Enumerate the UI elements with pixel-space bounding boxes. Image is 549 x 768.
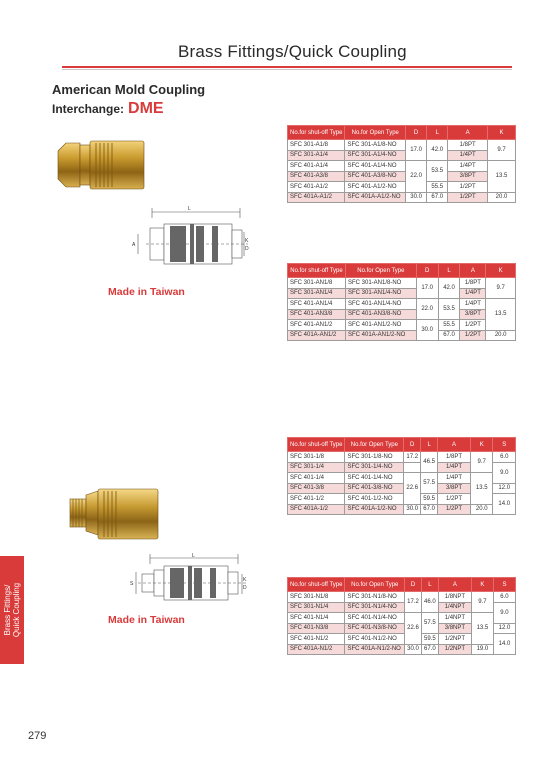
cell-shutoff: SFC 401-N1/4 <box>288 613 345 624</box>
cell-k: 13.5 <box>470 473 492 505</box>
cell-open: SFC 401-A3/8-NO <box>345 171 406 182</box>
interchange-label: Interchange: <box>52 102 125 116</box>
cell-a: 1/2PT <box>448 192 488 203</box>
cell-a: 3/8PT <box>460 309 486 320</box>
cell-open: SFC 401-1/2-NO <box>345 494 404 505</box>
col-header: K <box>487 126 515 140</box>
cell-a: 1/2PT <box>460 330 486 341</box>
cell-d: 22.6 <box>404 473 421 505</box>
col-header: S <box>493 578 515 592</box>
cell-l: 55.5 <box>438 320 460 331</box>
col-header: L <box>421 438 438 452</box>
cell-open: SFC 301-1/8-NO <box>345 452 404 463</box>
cell-a: 1/4PT <box>438 473 471 484</box>
interchange-line <box>52 100 164 118</box>
cell-open: SFC 301-A1/8-NO <box>345 140 406 151</box>
cell-l: 59.5 <box>421 634 438 645</box>
page-title: Brass Fittings/Quick Coupling <box>178 42 407 61</box>
table-header-row <box>288 438 516 452</box>
cell-l: 42.0 <box>438 278 460 299</box>
dim-label-k: K <box>243 577 247 583</box>
interchange-brand: DME <box>128 100 164 117</box>
cell-a: 1/8PT <box>460 278 486 289</box>
side-section-tab <box>0 556 24 664</box>
col-header: A <box>438 578 471 592</box>
cell-d: 17.2 <box>404 452 421 463</box>
cell-a: 1/2NPT <box>438 634 471 645</box>
side-tab-line2: Quick Coupling <box>12 582 21 638</box>
cell-a: 1/8PT <box>438 452 471 463</box>
col-header: No.for shut-off Type <box>288 578 345 592</box>
cell-open: SFC 401-N1/2-NO <box>345 634 405 645</box>
cell-d: 30.0 <box>405 644 422 655</box>
table-row <box>288 320 516 331</box>
side-tab-line1: Brass Fittings/ <box>3 584 12 636</box>
cell-a: 1/4NPT <box>438 602 471 613</box>
coupling-photo-male <box>68 485 160 543</box>
cell-a: 1/4PT <box>448 150 488 161</box>
cell-a: 1/2PT <box>460 320 486 331</box>
cell-d: 17.0 <box>406 140 427 161</box>
cell-shutoff: SFC 301-1/8 <box>288 452 345 463</box>
table-row <box>288 140 516 151</box>
cell-l: 46.0 <box>421 592 438 613</box>
cell-s: 14.0 <box>493 494 516 515</box>
cell-shutoff: SFC 401-A3/8 <box>288 171 345 182</box>
cell-d: 17.0 <box>416 278 438 299</box>
cell-open: SFC 401-A1/2-NO <box>345 182 406 193</box>
cell-s: 9.0 <box>493 602 515 623</box>
dim-label-d: D <box>245 246 249 252</box>
cell-l: 57.5 <box>421 473 438 494</box>
side-tab-text <box>3 583 21 637</box>
table-row <box>288 592 516 603</box>
cell-d: 22.0 <box>416 299 438 320</box>
cell-shutoff: SFC 301-AN1/4 <box>288 288 346 299</box>
technical-drawing-female <box>128 204 258 266</box>
cell-open: SFC 401A-A1/2-NO <box>345 192 406 203</box>
table-row <box>288 613 516 624</box>
cell-k: 9.7 <box>471 592 493 613</box>
cell-shutoff: SFC 301-AN1/8 <box>288 278 346 289</box>
cell-a: 3/8PT <box>438 483 471 494</box>
dim-label-d: D <box>243 585 247 591</box>
cell-open: SFC 301-AN1/8-NO <box>345 278 416 289</box>
cell-shutoff: SFC 401-AN3/8 <box>288 309 346 320</box>
cell-k: 9.7 <box>487 140 515 161</box>
cell-open: SFC 301-AN1/4-NO <box>345 288 416 299</box>
cell-d: 22.6 <box>405 613 422 645</box>
cell-a: 3/8NPT <box>438 623 471 634</box>
table-row <box>288 182 516 193</box>
col-header: L <box>421 578 438 592</box>
cell-open: SFC 401-N3/8-NO <box>345 623 405 634</box>
table-row <box>288 330 516 341</box>
cell-a: 1/8PT <box>448 140 488 151</box>
cell-open: SFC 401-AN1/4-NO <box>345 299 416 310</box>
cell-shutoff: SFC 401A-AN1/2 <box>288 330 346 341</box>
cell-shutoff: SFC 401-A1/2 <box>288 182 345 193</box>
cell-open: SFC 401-AN3/8-NO <box>345 309 416 320</box>
table-row <box>288 150 516 161</box>
table-header-row <box>288 126 516 140</box>
table-row <box>288 299 516 310</box>
cell-a: 1/8NPT <box>438 592 471 603</box>
cell-k: 13.5 <box>487 161 515 193</box>
cell-open: SFC 401A-AN1/2-NO <box>345 330 416 341</box>
cell-shutoff: SFC 401-N3/8 <box>288 623 345 634</box>
table-row <box>288 192 516 203</box>
cell-k: 13.5 <box>471 613 493 645</box>
section-title: American Mold Coupling <box>52 82 206 97</box>
cell-shutoff: SFC 401-3/8 <box>288 483 345 494</box>
col-header: No.for Open Type <box>345 126 406 140</box>
page-number: 279 <box>28 730 47 742</box>
cell-a: 3/8PT <box>448 171 488 182</box>
cell-l: 67.0 <box>421 504 438 515</box>
table-row <box>288 309 516 320</box>
cell-shutoff: SFC 401-N1/2 <box>288 634 345 645</box>
table-row <box>288 504 516 515</box>
col-header: A <box>438 438 471 452</box>
made-in-label: Made in Taiwan <box>108 614 185 626</box>
cell-open: SFC 401-1/4-NO <box>345 473 404 484</box>
cell-k: 20.0 <box>470 504 492 515</box>
table-header-row <box>288 264 516 278</box>
col-header: L <box>427 126 448 140</box>
header-rule-secondary <box>62 69 512 70</box>
table-row <box>288 473 516 484</box>
cell-d: 30.0 <box>416 320 438 341</box>
cell-d-empty <box>404 462 421 473</box>
cell-s: 12.0 <box>493 483 516 494</box>
cell-l: 46.5 <box>421 452 438 473</box>
col-header: No.for Open Type <box>345 264 416 278</box>
cell-l: 67.0 <box>421 644 438 655</box>
coupling-photo-female <box>56 135 146 197</box>
table-row <box>288 452 516 463</box>
cell-a: 1/2PT <box>448 182 488 193</box>
cell-shutoff: SFC 301-A1/8 <box>288 140 345 151</box>
cell-k: 19.0 <box>471 644 493 655</box>
col-header: No.for shut-off Type <box>288 264 346 278</box>
dim-label-l: L <box>192 553 195 559</box>
cell-shutoff: SFC 301-N1/8 <box>288 592 345 603</box>
cell-open: SFC 401-AN1/2-NO <box>345 320 416 331</box>
col-header: A <box>448 126 488 140</box>
cell-l: 67.0 <box>427 192 448 203</box>
dim-label-s: S <box>130 581 134 587</box>
cell-a: 1/4NPT <box>438 613 471 624</box>
cell-shutoff: SFC 401A-A1/2 <box>288 192 345 203</box>
dim-label-k: K <box>245 238 249 244</box>
cell-shutoff: SFC 401A-1/2 <box>288 504 345 515</box>
table-row <box>288 644 516 655</box>
col-header: K <box>470 438 492 452</box>
cell-shutoff: SFC 401A-N1/2 <box>288 644 345 655</box>
cell-l: 57.5 <box>421 613 438 634</box>
spec-table-2 <box>287 263 516 341</box>
table-row <box>288 278 516 289</box>
col-header: No.for shut-off Type <box>288 126 345 140</box>
col-header: D <box>406 126 427 140</box>
cell-shutoff: SFC 401-AN1/4 <box>288 299 346 310</box>
dim-label-a: A <box>132 242 136 248</box>
spec-table-4 <box>287 577 516 655</box>
cell-d: 30.0 <box>404 504 421 515</box>
cell-d: 22.0 <box>406 161 427 193</box>
cell-k: 9.7 <box>486 278 516 299</box>
cell-a: 1/2NPT <box>438 644 471 655</box>
cell-d: 17.2 <box>405 592 422 613</box>
cell-k: 20.0 <box>486 330 516 341</box>
cell-shutoff: SFC 401-1/4 <box>288 473 345 484</box>
cell-shutoff: SFC 401-AN1/2 <box>288 320 346 331</box>
col-header: No.for Open Type <box>345 578 405 592</box>
cell-shutoff: SFC 301-A1/4 <box>288 150 345 161</box>
col-header: L <box>438 264 460 278</box>
col-header: D <box>404 438 421 452</box>
cell-s: 14.0 <box>493 634 515 655</box>
spec-table-1 <box>287 125 516 203</box>
table-row <box>288 171 516 182</box>
cell-open: SFC 301-N1/8-NO <box>345 592 405 603</box>
dim-label-l: L <box>188 206 191 212</box>
cell-s: 9.0 <box>493 462 516 483</box>
cell-shutoff: SFC 401-1/2 <box>288 494 345 505</box>
cell-open: SFC 401-A1/4-NO <box>345 161 406 172</box>
cell-s: 6.0 <box>493 452 516 463</box>
cell-a: 1/4PT <box>460 288 486 299</box>
spec-table-3 <box>287 437 516 515</box>
cell-k: 20.0 <box>487 192 515 203</box>
col-header: S <box>493 438 516 452</box>
cell-open: SFC 301-1/4-NO <box>345 462 404 473</box>
cell-l: 59.5 <box>421 494 438 505</box>
table-header-row <box>288 578 516 592</box>
cell-k: 9.7 <box>470 452 492 473</box>
table-row <box>288 161 516 172</box>
cell-shutoff: SFC 401-A1/4 <box>288 161 345 172</box>
cell-open: SFC 301-N1/4-NO <box>345 602 405 613</box>
cell-a: 1/2PT <box>438 504 471 515</box>
cell-l: 55.5 <box>427 182 448 193</box>
cell-s: 6.0 <box>493 592 515 603</box>
cell-open: SFC 401A-1/2-NO <box>345 504 404 515</box>
cell-a: 1/2PT <box>438 494 471 505</box>
cell-open: SFC 401A-N1/2-NO <box>345 644 405 655</box>
col-header: No.for Open Type <box>345 438 404 452</box>
cell-l: 42.0 <box>427 140 448 161</box>
cell-open: SFC 401-N1/4-NO <box>345 613 405 624</box>
cell-shutoff: SFC 301-1/4 <box>288 462 345 473</box>
cell-a: 1/4PT <box>448 161 488 172</box>
col-header: No.for shut-off Type <box>288 438 345 452</box>
cell-shutoff: SFC 301-N1/4 <box>288 602 345 613</box>
col-header: D <box>416 264 438 278</box>
cell-d: 30.0 <box>406 192 427 203</box>
cell-l: 53.5 <box>438 299 460 320</box>
technical-drawing-male <box>128 552 256 606</box>
cell-a: 1/4PT <box>438 462 471 473</box>
col-header: K <box>471 578 493 592</box>
table-row <box>288 288 516 299</box>
cell-a: 1/4PT <box>460 299 486 310</box>
cell-l: 67.0 <box>438 330 460 341</box>
cell-l: 53.5 <box>427 161 448 182</box>
col-header: K <box>486 264 516 278</box>
made-in-label: Made in Taiwan <box>108 286 185 298</box>
cell-open: SFC 301-A1/4-NO <box>345 150 406 161</box>
header-rule <box>62 66 512 68</box>
col-header: D <box>405 578 422 592</box>
cell-open: SFC 401-3/8-NO <box>345 483 404 494</box>
cell-k: 13.5 <box>486 299 516 331</box>
col-header: A <box>460 264 486 278</box>
cell-s: 12.0 <box>493 623 515 634</box>
